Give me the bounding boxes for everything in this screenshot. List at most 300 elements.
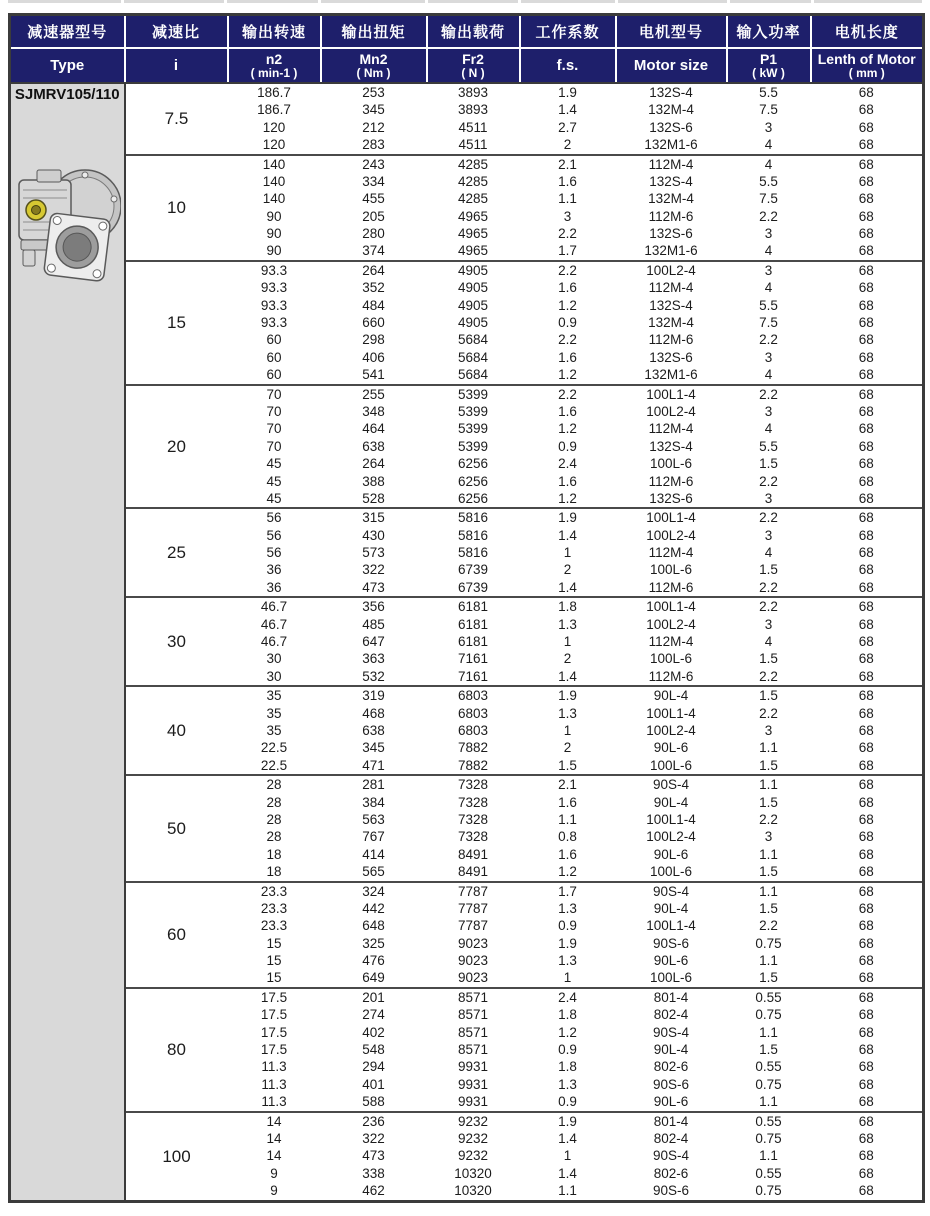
cell-mn2: 283 — [321, 136, 427, 154]
cell-fs: 1.4 — [520, 1130, 616, 1147]
cell-p1: 1.1 — [727, 775, 811, 793]
cell-fr2: 6181 — [427, 633, 520, 650]
cell-motor-size: 132M-4 — [616, 190, 727, 207]
cell-motor-size: 90S-6 — [616, 935, 727, 952]
cell-motor-size: 132S-6 — [616, 119, 727, 136]
cell-motor-size: 90S-4 — [616, 882, 727, 900]
cell-fs: 1.3 — [520, 616, 616, 633]
cell-mn2: 384 — [321, 794, 427, 811]
cell-mn2: 352 — [321, 279, 427, 296]
cell-motor-length: 68 — [811, 1112, 924, 1130]
cell-p1: 3 — [727, 225, 811, 242]
cell-mn2: 563 — [321, 811, 427, 828]
cell-p1: 5.5 — [727, 297, 811, 314]
table-row — [10, 508, 924, 526]
cell-mn2: 255 — [321, 385, 427, 403]
cell-n2: 46.7 — [228, 597, 321, 615]
cell-mn2: 767 — [321, 828, 427, 845]
cell-fr2: 8571 — [427, 1006, 520, 1023]
cell-motor-size: 100L2-4 — [616, 722, 727, 739]
cell-fr2: 7161 — [427, 668, 520, 686]
cell-motor-size: 802-6 — [616, 1165, 727, 1182]
cell-n2: 45 — [228, 490, 321, 508]
cell-motor-size: 100L-6 — [616, 651, 727, 668]
header-torque-cn: 输出扭矩 — [321, 15, 427, 49]
cell-mn2: 468 — [321, 705, 427, 722]
cell-p1: 7.5 — [727, 190, 811, 207]
cell-motor-size: 100L-6 — [616, 757, 727, 775]
cell-fs: 2.2 — [520, 225, 616, 242]
cell-p1: 0.75 — [727, 1182, 811, 1201]
cell-motor-length: 68 — [811, 1024, 924, 1041]
cell-fs: 1.1 — [520, 1182, 616, 1201]
cell-motor-size: 132M1-6 — [616, 136, 727, 154]
cell-p1: 5.5 — [727, 438, 811, 455]
cell-p1: 1.5 — [727, 651, 811, 668]
cell-motor-length: 68 — [811, 1165, 924, 1182]
header-service-factor-cn: 工作系数 — [520, 15, 616, 49]
cell-mn2: 485 — [321, 616, 427, 633]
cell-p1: 0.75 — [727, 1130, 811, 1147]
ratio-cell: 7.5 — [125, 83, 228, 155]
cell-motor-size: 90S-4 — [616, 1024, 727, 1041]
cell-fr2: 4965 — [427, 208, 520, 225]
cell-motor-length: 68 — [811, 633, 924, 650]
cell-motor-size: 112M-6 — [616, 473, 727, 490]
cell-mn2: 334 — [321, 173, 427, 190]
cell-n2: 28 — [228, 794, 321, 811]
cell-motor-size: 112M-4 — [616, 420, 727, 437]
ratio-cell: 80 — [125, 988, 228, 1112]
cell-motor-size: 802-6 — [616, 1058, 727, 1075]
cell-mn2: 356 — [321, 597, 427, 615]
cell-p1: 0.75 — [727, 1076, 811, 1093]
cell-motor-length: 68 — [811, 952, 924, 969]
header-speed-en: n2 ( min-1 ) — [228, 48, 321, 83]
cell-fs: 0.9 — [520, 1093, 616, 1111]
cell-mn2: 528 — [321, 490, 427, 508]
header-motor-size-cn: 电机型号 — [616, 15, 727, 49]
cell-motor-length: 68 — [811, 757, 924, 775]
cell-motor-length: 68 — [811, 705, 924, 722]
cell-n2: 46.7 — [228, 616, 321, 633]
cell-p1: 1.5 — [727, 794, 811, 811]
cell-motor-length: 68 — [811, 1130, 924, 1147]
cell-motor-size: 112M-4 — [616, 279, 727, 296]
cell-n2: 9 — [228, 1165, 321, 1182]
cell-fs: 1.9 — [520, 1112, 616, 1130]
cell-motor-length: 68 — [811, 1093, 924, 1111]
cell-n2: 46.7 — [228, 633, 321, 650]
cell-fr2: 10320 — [427, 1165, 520, 1182]
cell-motor-length: 68 — [811, 794, 924, 811]
cell-motor-size: 132M-4 — [616, 314, 727, 331]
cell-p1: 1.1 — [727, 882, 811, 900]
table-row — [10, 988, 924, 1006]
cell-mn2: 573 — [321, 544, 427, 561]
ratio-cell: 60 — [125, 882, 228, 988]
cell-fr2: 5684 — [427, 331, 520, 348]
cell-motor-size: 90L-4 — [616, 1041, 727, 1058]
cell-motor-length: 68 — [811, 668, 924, 686]
cell-fs: 1 — [520, 1147, 616, 1164]
cell-mn2: 294 — [321, 1058, 427, 1075]
cell-fr2: 7328 — [427, 811, 520, 828]
cell-n2: 14 — [228, 1112, 321, 1130]
cell-p1: 2.2 — [727, 331, 811, 348]
cell-fr2: 8571 — [427, 988, 520, 1006]
cell-p1: 0.55 — [727, 1058, 811, 1075]
cell-motor-length: 68 — [811, 846, 924, 863]
cell-p1: 1.5 — [727, 686, 811, 704]
cell-fs: 2.2 — [520, 331, 616, 348]
cell-motor-length: 68 — [811, 616, 924, 633]
header-power-cn: 输入功率 — [727, 15, 811, 49]
cell-fs: 1.2 — [520, 420, 616, 437]
table-row — [10, 155, 924, 173]
cell-motor-length: 68 — [811, 279, 924, 296]
cell-fr2: 5399 — [427, 385, 520, 403]
cell-n2: 28 — [228, 811, 321, 828]
cell-p1: 1.1 — [727, 1147, 811, 1164]
cell-p1: 4 — [727, 155, 811, 173]
cell-fr2: 9023 — [427, 952, 520, 969]
cell-n2: 140 — [228, 155, 321, 173]
cell-fs: 1.9 — [520, 686, 616, 704]
cell-motor-length: 68 — [811, 190, 924, 207]
cell-n2: 35 — [228, 705, 321, 722]
cell-fr2: 5399 — [427, 420, 520, 437]
cell-p1: 1.1 — [727, 739, 811, 756]
cell-n2: 90 — [228, 208, 321, 225]
ratio-cell: 40 — [125, 686, 228, 775]
cell-motor-size: 132M1-6 — [616, 366, 727, 384]
cell-mn2: 455 — [321, 190, 427, 207]
cell-fr2: 7787 — [427, 917, 520, 934]
cell-fs: 1.6 — [520, 846, 616, 863]
cell-mn2: 565 — [321, 863, 427, 881]
cell-mn2: 280 — [321, 225, 427, 242]
table-row — [10, 686, 924, 704]
cell-motor-size: 90S-6 — [616, 1182, 727, 1201]
cell-p1: 3 — [727, 403, 811, 420]
cell-motor-size: 132S-6 — [616, 225, 727, 242]
cell-motor-length: 68 — [811, 1058, 924, 1075]
cell-p1: 2.2 — [727, 811, 811, 828]
cell-motor-size: 802-4 — [616, 1006, 727, 1023]
cell-motor-length: 68 — [811, 970, 924, 988]
table-row — [10, 261, 924, 279]
cell-mn2: 348 — [321, 403, 427, 420]
cell-fs: 1 — [520, 633, 616, 650]
table-row — [10, 83, 924, 101]
cell-mn2: 201 — [321, 988, 427, 1006]
cell-n2: 15 — [228, 935, 321, 952]
table-row — [10, 1112, 924, 1130]
header-load-cn: 输出载荷 — [427, 15, 520, 49]
cell-motor-length: 68 — [811, 490, 924, 508]
cell-n2: 18 — [228, 846, 321, 863]
cell-fr2: 8571 — [427, 1041, 520, 1058]
cell-fs: 1.1 — [520, 811, 616, 828]
cell-motor-length: 68 — [811, 1041, 924, 1058]
cell-n2: 93.3 — [228, 279, 321, 296]
cell-motor-length: 68 — [811, 811, 924, 828]
cell-mn2: 473 — [321, 1147, 427, 1164]
cell-mn2: 338 — [321, 1165, 427, 1182]
cell-n2: 70 — [228, 438, 321, 455]
header-motor-size-en: Motor size — [616, 48, 727, 83]
header-row-cn — [10, 15, 924, 49]
cell-n2: 18 — [228, 863, 321, 881]
cell-fs: 1.7 — [520, 243, 616, 261]
cell-motor-length: 68 — [811, 775, 924, 793]
cell-mn2: 473 — [321, 579, 427, 597]
cell-fs: 1.2 — [520, 490, 616, 508]
cell-mn2: 388 — [321, 473, 427, 490]
table-row — [10, 597, 924, 615]
gearbox-product-image — [13, 144, 121, 314]
cell-motor-size: 112M-4 — [616, 633, 727, 650]
cell-p1: 3 — [727, 616, 811, 633]
cell-fr2: 5399 — [427, 403, 520, 420]
cell-motor-length: 68 — [811, 314, 924, 331]
cell-fs: 1.3 — [520, 952, 616, 969]
cell-fs: 0.9 — [520, 1041, 616, 1058]
cell-mn2: 236 — [321, 1112, 427, 1130]
cell-fs: 1.3 — [520, 1076, 616, 1093]
cell-fr2: 5684 — [427, 366, 520, 384]
cell-fr2: 9931 — [427, 1058, 520, 1075]
cell-mn2: 471 — [321, 757, 427, 775]
cell-n2: 60 — [228, 331, 321, 348]
cell-n2: 140 — [228, 173, 321, 190]
cell-p1: 4 — [727, 279, 811, 296]
cell-fr2: 4285 — [427, 155, 520, 173]
header-motor-length-cn: 电机长度 — [811, 15, 924, 49]
cell-fs: 0.9 — [520, 917, 616, 934]
cell-p1: 1.1 — [727, 952, 811, 969]
cell-fs: 1.4 — [520, 668, 616, 686]
cell-mn2: 315 — [321, 508, 427, 526]
table-row — [10, 775, 924, 793]
cell-motor-length: 68 — [811, 739, 924, 756]
cell-motor-length: 68 — [811, 544, 924, 561]
cell-fr2: 5816 — [427, 527, 520, 544]
cell-p1: 3 — [727, 349, 811, 366]
cell-mn2: 548 — [321, 1041, 427, 1058]
cell-motor-size: 100L-6 — [616, 562, 727, 579]
cell-n2: 70 — [228, 385, 321, 403]
cell-motor-size: 132S-4 — [616, 83, 727, 101]
cell-fr2: 6256 — [427, 473, 520, 490]
cell-fr2: 7882 — [427, 739, 520, 756]
cell-mn2: 363 — [321, 651, 427, 668]
table-row — [10, 385, 924, 403]
header-service-factor-en: f.s. — [520, 48, 616, 83]
header-motor-length-en: Lenth of Motor ( mm ) — [811, 48, 924, 83]
cell-fs: 1 — [520, 970, 616, 988]
cell-fs: 1.4 — [520, 101, 616, 118]
cell-fr2: 5399 — [427, 438, 520, 455]
cell-p1: 2.2 — [727, 579, 811, 597]
cell-motor-size: 90L-4 — [616, 686, 727, 704]
cell-p1: 2.2 — [727, 208, 811, 225]
cell-motor-length: 68 — [811, 508, 924, 526]
cell-p1: 0.55 — [727, 1165, 811, 1182]
cell-mn2: 402 — [321, 1024, 427, 1041]
cell-mn2: 264 — [321, 455, 427, 472]
cell-mn2: 212 — [321, 119, 427, 136]
cell-mn2: 484 — [321, 297, 427, 314]
cell-fr2: 4905 — [427, 279, 520, 296]
cell-mn2: 406 — [321, 349, 427, 366]
cell-fs: 1.6 — [520, 349, 616, 366]
cell-n2: 93.3 — [228, 297, 321, 314]
cell-fs: 1.9 — [520, 83, 616, 101]
cell-motor-length: 68 — [811, 917, 924, 934]
cell-motor-size: 100L2-4 — [616, 261, 727, 279]
cell-fs: 1.8 — [520, 1058, 616, 1075]
cell-motor-length: 68 — [811, 863, 924, 881]
cell-fr2: 6256 — [427, 455, 520, 472]
cell-fr2: 4285 — [427, 190, 520, 207]
cell-fr2: 5816 — [427, 544, 520, 561]
cell-motor-size: 100L1-4 — [616, 508, 727, 526]
cell-motor-size: 100L1-4 — [616, 385, 727, 403]
cell-mn2: 324 — [321, 882, 427, 900]
cell-motor-length: 68 — [811, 225, 924, 242]
cell-n2: 56 — [228, 544, 321, 561]
cell-fs: 1.2 — [520, 1024, 616, 1041]
cell-fr2: 4905 — [427, 314, 520, 331]
cell-mn2: 414 — [321, 846, 427, 863]
cell-fs: 2 — [520, 651, 616, 668]
cell-motor-length: 68 — [811, 366, 924, 384]
cell-p1: 0.75 — [727, 935, 811, 952]
cell-motor-length: 68 — [811, 1182, 924, 1201]
cell-fs: 1.3 — [520, 900, 616, 917]
cell-n2: 15 — [228, 970, 321, 988]
ratio-cell: 50 — [125, 775, 228, 881]
cell-n2: 22.5 — [228, 739, 321, 756]
cell-p1: 3 — [727, 261, 811, 279]
cell-motor-size: 802-4 — [616, 1130, 727, 1147]
cell-n2: 56 — [228, 527, 321, 544]
cell-fs: 1.4 — [520, 579, 616, 597]
cell-n2: 30 — [228, 668, 321, 686]
cell-n2: 14 — [228, 1147, 321, 1164]
cell-n2: 93.3 — [228, 261, 321, 279]
cell-motor-size: 132S-6 — [616, 490, 727, 508]
cell-n2: 17.5 — [228, 988, 321, 1006]
cell-fr2: 8491 — [427, 863, 520, 881]
cell-fs: 1.9 — [520, 935, 616, 952]
ratio-cell: 10 — [125, 155, 228, 261]
cell-fr2: 6739 — [427, 579, 520, 597]
header-speed-cn: 输出转速 — [228, 15, 321, 49]
cell-motor-length: 68 — [811, 1006, 924, 1023]
cell-motor-length: 68 — [811, 988, 924, 1006]
cell-fs: 2.1 — [520, 155, 616, 173]
cell-n2: 56 — [228, 508, 321, 526]
cell-p1: 1.5 — [727, 900, 811, 917]
cell-motor-length: 68 — [811, 208, 924, 225]
cell-mn2: 401 — [321, 1076, 427, 1093]
cell-n2: 140 — [228, 190, 321, 207]
cell-mn2: 430 — [321, 527, 427, 544]
cell-mn2: 264 — [321, 261, 427, 279]
cell-fr2: 7328 — [427, 828, 520, 845]
cell-n2: 11.3 — [228, 1076, 321, 1093]
cell-motor-size: 132M1-6 — [616, 243, 727, 261]
cell-p1: 4 — [727, 633, 811, 650]
cell-motor-length: 68 — [811, 597, 924, 615]
cell-mn2: 322 — [321, 562, 427, 579]
cell-n2: 60 — [228, 349, 321, 366]
cell-fr2: 4511 — [427, 136, 520, 154]
cell-fs: 2.1 — [520, 775, 616, 793]
spec-table-body — [10, 83, 924, 1201]
cell-mn2: 274 — [321, 1006, 427, 1023]
cell-fr2: 4965 — [427, 225, 520, 242]
cell-fs: 3 — [520, 208, 616, 225]
cell-fr2: 9931 — [427, 1093, 520, 1111]
type-column-cell — [10, 83, 125, 1201]
cell-fr2: 6739 — [427, 562, 520, 579]
cell-n2: 9 — [228, 1182, 321, 1201]
cell-n2: 23.3 — [228, 882, 321, 900]
cell-fs: 0.9 — [520, 314, 616, 331]
cell-motor-size: 90L-6 — [616, 739, 727, 756]
cell-mn2: 281 — [321, 775, 427, 793]
cell-mn2: 532 — [321, 668, 427, 686]
cell-motor-size: 100L-6 — [616, 455, 727, 472]
cell-mn2: 647 — [321, 633, 427, 650]
cell-fr2: 6256 — [427, 490, 520, 508]
cell-p1: 2.2 — [727, 473, 811, 490]
cell-n2: 45 — [228, 473, 321, 490]
cell-motor-length: 68 — [811, 455, 924, 472]
cell-n2: 45 — [228, 455, 321, 472]
cell-p1: 2.2 — [727, 705, 811, 722]
cell-p1: 1.5 — [727, 863, 811, 881]
cell-motor-length: 68 — [811, 261, 924, 279]
cell-n2: 11.3 — [228, 1058, 321, 1075]
cell-fr2: 8491 — [427, 846, 520, 863]
cell-fs: 1.2 — [520, 297, 616, 314]
cell-mn2: 319 — [321, 686, 427, 704]
cell-fs: 2.4 — [520, 455, 616, 472]
cell-fr2: 9232 — [427, 1112, 520, 1130]
cell-motor-length: 68 — [811, 882, 924, 900]
cell-motor-size: 100L2-4 — [616, 527, 727, 544]
cell-fr2: 8571 — [427, 1024, 520, 1041]
cell-mn2: 541 — [321, 366, 427, 384]
cell-motor-length: 68 — [811, 243, 924, 261]
cell-fs: 1.1 — [520, 190, 616, 207]
cell-motor-size: 90L-6 — [616, 846, 727, 863]
cell-mn2: 322 — [321, 1130, 427, 1147]
cell-fr2: 3893 — [427, 101, 520, 118]
cell-mn2: 205 — [321, 208, 427, 225]
cell-fs: 1.6 — [520, 403, 616, 420]
cell-p1: 0.75 — [727, 1006, 811, 1023]
cell-motor-size: 132S-6 — [616, 349, 727, 366]
cell-p1: 1.5 — [727, 1041, 811, 1058]
cell-motor-length: 68 — [811, 403, 924, 420]
cell-fs: 1.4 — [520, 1165, 616, 1182]
